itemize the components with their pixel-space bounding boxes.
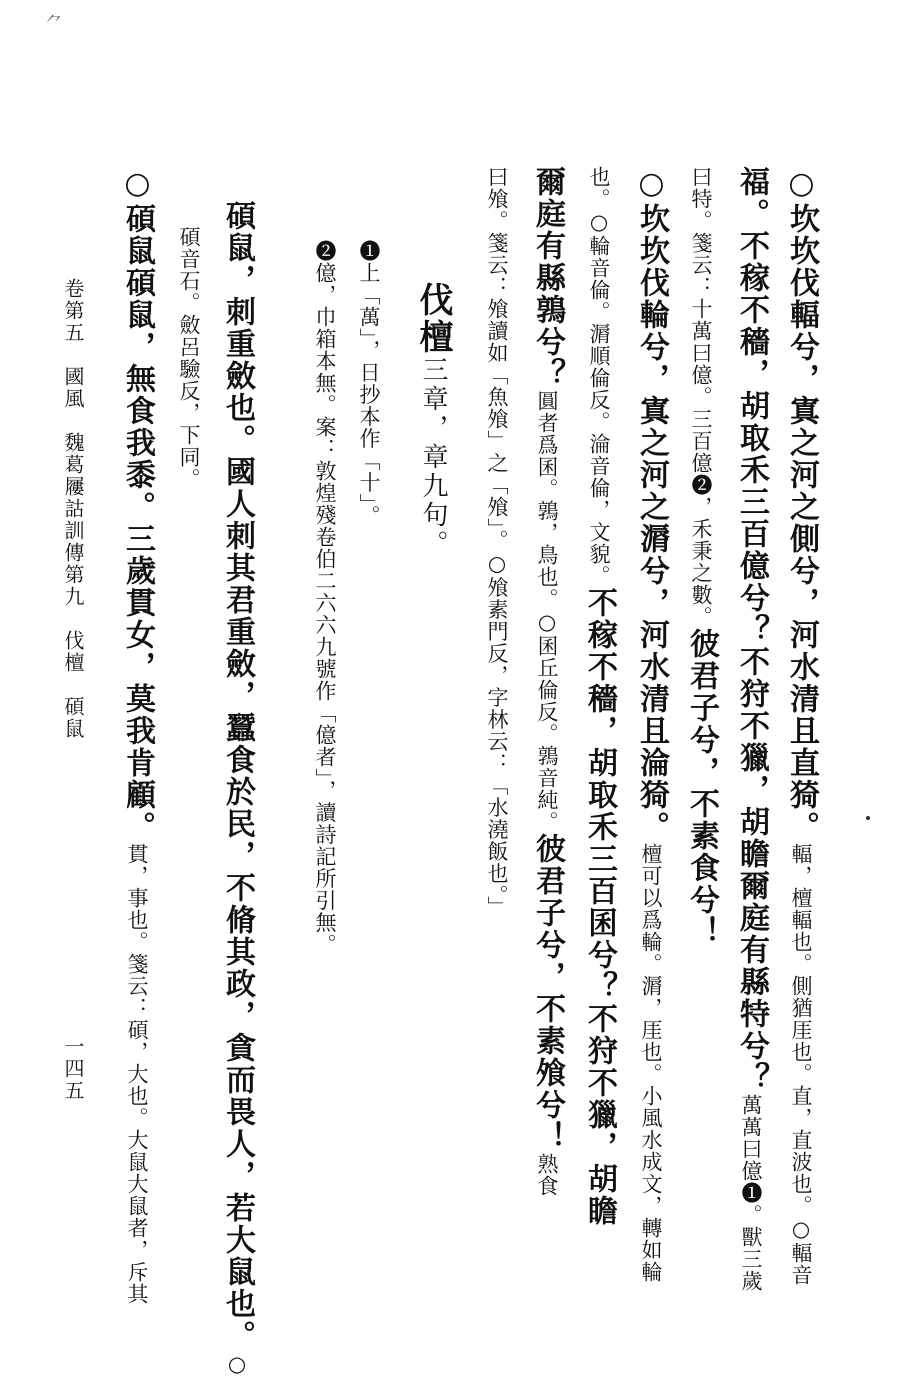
commentary-note: 曰特。箋云：十萬曰億。三百億❷，禾秉之數。 <box>689 166 713 628</box>
main-text: ○坎坎伐輻兮，寘之河之側兮，河水清且直猗。 <box>784 166 819 843</box>
commentary-note: 也。○輪音倫。漘順倫反。淪音倫，文貌。 <box>587 166 611 587</box>
commentary-note: ○ <box>225 1352 249 1377</box>
footnote-text: ❶上「萬」，日抄本作「十」。 <box>357 240 381 527</box>
text-column-9 <box>170 226 206 1346</box>
text-column-1 <box>782 166 818 1286</box>
commentary-note: 圓者爲囷。鶉，鳥也。○囷丘倫反。鶉音純。 <box>535 390 559 833</box>
main-text: 福。不稼不穡，胡取禾三百億兮？不狩不獵，胡瞻爾庭有縣特兮？ <box>734 166 769 1094</box>
commentary-note: 萬萬曰億❶。獸三歲 <box>739 1094 763 1292</box>
text-column-8 <box>218 200 255 1377</box>
commentary-note: 輻，檀輻也。側猶厓也。直，直波也。○輻音 <box>789 843 813 1286</box>
text-column-5 <box>580 166 616 1286</box>
main-text: 彼君子兮，不素飧兮！ <box>530 833 565 1153</box>
commentary-note: 碩音石。斂呂驗反，下同。 <box>177 226 201 490</box>
page-number: 一四五 <box>61 1036 85 1102</box>
main-text: ○碩鼠碩鼠，無食我黍。三歲貫女，莫我肯顧。 <box>120 166 155 843</box>
title-main: 伐檀 <box>413 282 453 356</box>
main-text: 爾庭有縣鶉兮？ <box>530 166 565 390</box>
margin-dot <box>866 816 870 820</box>
text-column-7 <box>478 166 514 1286</box>
main-text: 彼君子兮，不素食兮！ <box>684 628 719 948</box>
commentary-note: 檀可以爲輪。漘，厓也。小風水成文，轉如輪 <box>639 843 663 1283</box>
title-sub: 三章，章九句。 <box>418 356 448 559</box>
commentary-note: 貫，事也。箋云：碩，大也。大鼠大鼠者，斥其 <box>125 843 149 1305</box>
text-column-4 <box>632 166 668 1286</box>
footnote-text: ❷億，巾箱本無。案：敦煌殘卷伯二六六九號作「億者」，讀詩記所引無。 <box>313 240 337 956</box>
footnote-1 <box>356 240 384 1000</box>
corner-mark: ⺈ <box>46 13 63 32</box>
main-text: 不稼不穡，胡取禾三百囷兮？不狩不獵，胡瞻 <box>582 587 617 1227</box>
text-column-2 <box>732 166 769 1292</box>
main-text: ○坎坎伐輪兮，寘之河之漘兮，河水清且淪猗。 <box>634 166 669 843</box>
text-column-10 <box>118 166 155 1305</box>
section-title <box>413 282 458 582</box>
running-header: 卷第五 國風 魏葛屨詁訓傳第九 伐檀 碩鼠 <box>61 278 85 740</box>
main-text: 碩鼠，刺重斂也。國人刺其君重斂，蠶食於民，不脩其政，貪而畏人，若大鼠也。 <box>220 200 255 1352</box>
text-column-6 <box>528 166 564 1286</box>
text-column-3 <box>682 166 718 1286</box>
footnote-2 <box>312 240 340 1000</box>
commentary-note: 曰飧。箋云：飧讀如「魚飧」之「飧」。○飧素門反，字林云：「水澆飯也。」 <box>485 166 509 918</box>
commentary-note: 熟食 <box>535 1153 559 1197</box>
